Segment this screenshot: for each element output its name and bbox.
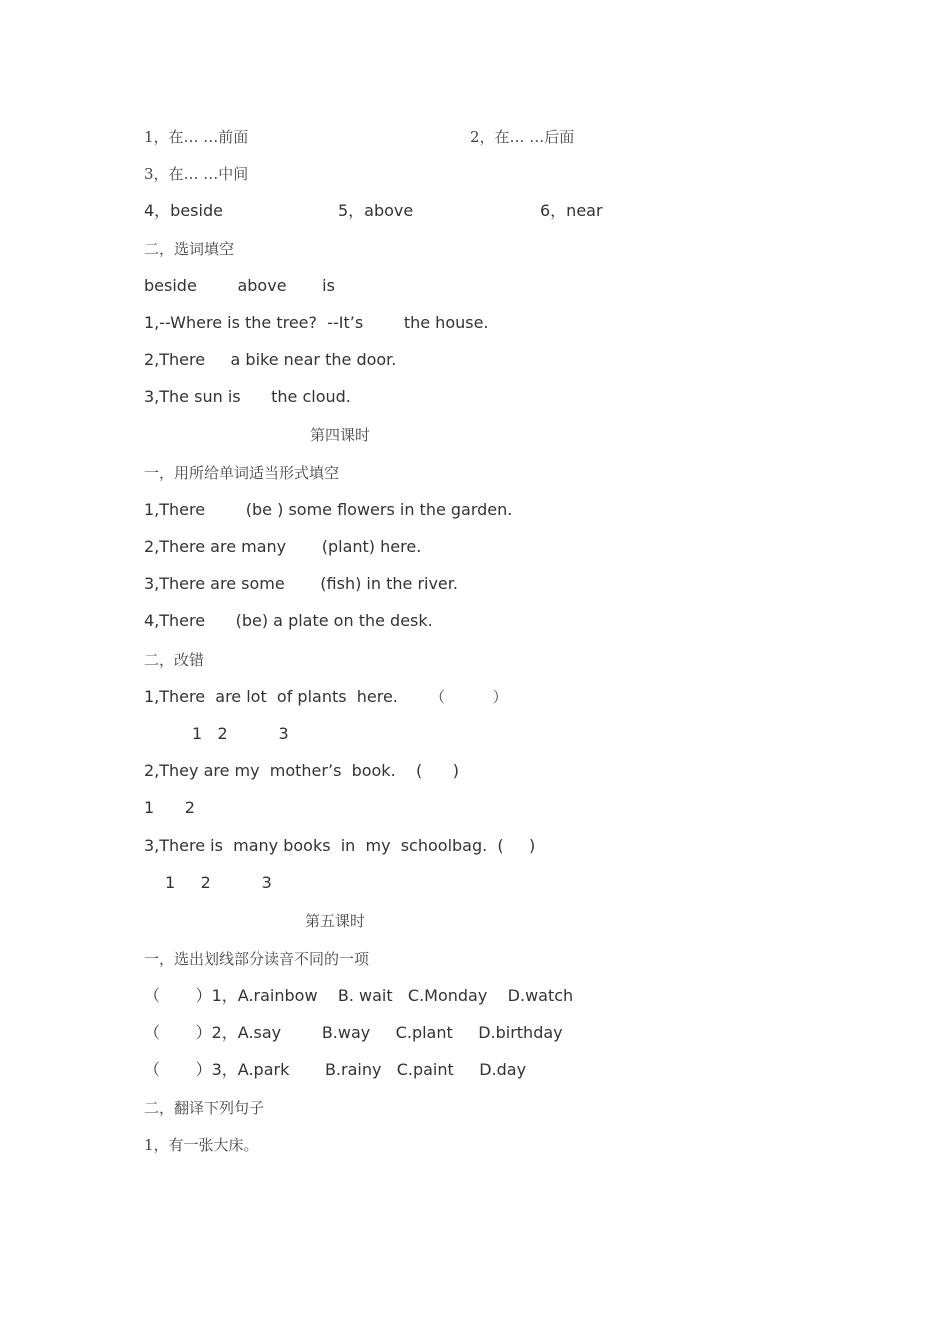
section-heading-pronunciation: 一，选出划线部分读音不同的一项 [144,950,370,968]
choice-question: （ ）2，A.say B.way C.plant D.birthday [144,1023,563,1042]
answer-bracket: （ ） [430,688,508,706]
section-heading-translation: 二，翻译下列句子 [144,1099,265,1117]
translation-item: 1，有一张大床。 [144,1136,259,1154]
section-heading-correction: 二，改错 [144,651,205,669]
question-line: 3,There are some (fish) in the river. [144,574,458,593]
phrase-3: 3，在… …中间 [144,165,249,183]
question-line: 1,There (be ) some flowers in the garden. [144,500,513,519]
question-line: 4,There (be) a plate on the desk. [144,611,433,630]
choice-question: （ ）1，A.rainbow B. wait C.Monday D.watch [144,986,574,1005]
question-line: 1,There are lot of plants here. [144,687,398,706]
choice-question: （ ）3，A.park B.rainy C.paint D.day [144,1060,527,1079]
question-line: 3,The sun is the cloud. [144,387,351,406]
question-line: 3,There is many books in my schoolbag. ( ) [144,836,536,855]
question-line: 2,There are many (plant) here. [144,537,422,556]
question-line: 2,They are my mother’s book. ( ) [144,761,459,780]
question-line: 2,There a bike near the door. [144,350,397,369]
word-bank: beside above is [144,276,335,295]
phrase-5: 5，above [338,201,414,220]
error-markers: 1 2 3 [165,873,272,892]
section-heading-word-forms: 一，用所给单词适当形式填空 [144,464,340,482]
phrase-1: 1，在… …前面 [144,128,249,146]
lesson-5-title: 第五课时 [305,912,366,930]
phrase-2: 2，在… …后面 [470,128,575,146]
phrase-4: 4，beside [144,201,223,220]
phrase-6: 6，near [540,201,603,220]
error-markers: 1 2 [144,798,195,817]
question-line: 1,--Where is the tree? --It’s the house. [144,313,489,332]
lesson-4-title: 第四课时 [310,426,371,444]
section-heading-fill-words: 二，选词填空 [144,240,235,258]
error-markers: 1 2 3 [192,724,289,743]
